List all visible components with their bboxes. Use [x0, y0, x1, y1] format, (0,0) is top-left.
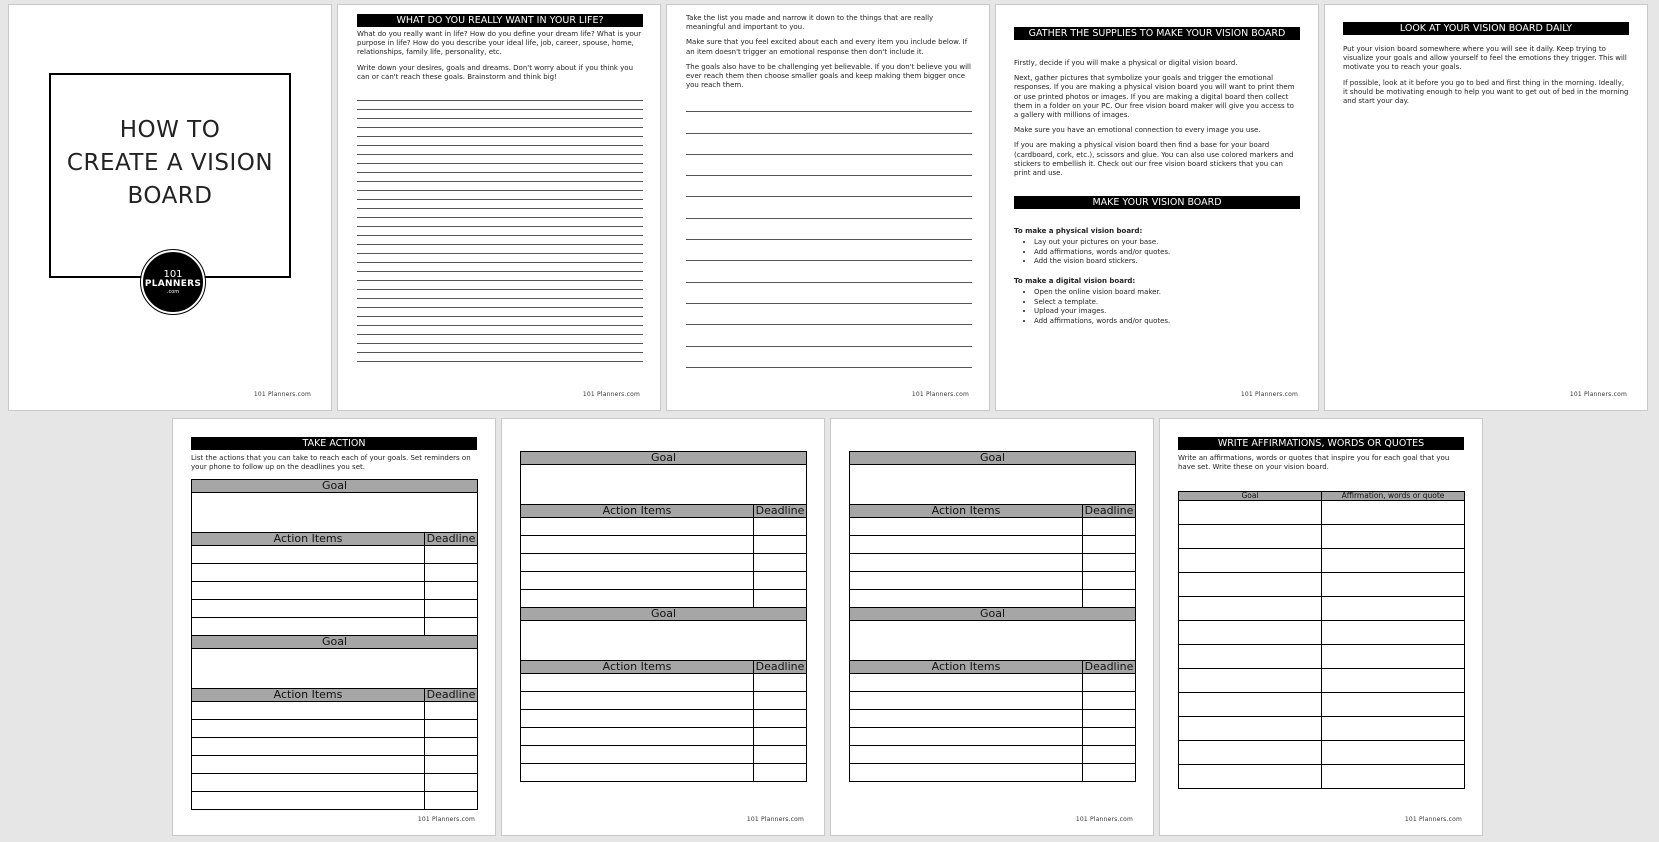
writing-line[interactable] — [686, 155, 972, 176]
goal-header: Goal — [850, 452, 1136, 465]
goal-field[interactable] — [521, 465, 807, 505]
deadline-cell[interactable] — [1083, 746, 1136, 764]
page-footer: 101 Planners.com — [746, 816, 804, 823]
action-item-cell[interactable] — [850, 692, 1083, 710]
writing-line[interactable] — [686, 134, 972, 155]
goal-header: Goal — [850, 608, 1136, 621]
action-item-cell[interactable] — [192, 702, 425, 720]
writing-line[interactable] — [357, 245, 643, 254]
affirmation-cell[interactable] — [1322, 645, 1465, 669]
goal-field[interactable] — [521, 621, 807, 661]
writing-line[interactable] — [686, 283, 972, 304]
logo-text: 101 — [163, 268, 183, 280]
deadline-cell[interactable] — [754, 746, 807, 764]
writing-line[interactable] — [686, 304, 972, 325]
deadline-cell[interactable] — [425, 756, 478, 774]
section-header: GATHER THE SUPPLIES TO MAKE YOUR VISION BOARD — [1014, 27, 1300, 40]
deadline-header: Deadline — [425, 689, 478, 702]
writing-line[interactable] — [686, 325, 972, 346]
digital-steps-list — [1014, 288, 1300, 326]
action-item-cell[interactable] — [192, 792, 425, 810]
writing-lines[interactable] — [686, 91, 972, 368]
page-cover[interactable] — [8, 4, 332, 411]
planners-logo — [141, 250, 205, 314]
action-item-cell[interactable] — [521, 710, 754, 728]
table-row — [1179, 669, 1465, 693]
section-header: MAKE YOUR VISION BOARD — [1014, 196, 1300, 209]
action-item-cell[interactable] — [521, 572, 754, 590]
writing-line[interactable] — [357, 236, 643, 245]
action-items-header: Action Items — [850, 505, 1083, 518]
goal-field[interactable] — [192, 493, 478, 533]
action-item-cell[interactable] — [521, 518, 754, 536]
action-item-cell[interactable] — [192, 738, 425, 756]
section-header: TAKE ACTION — [191, 437, 477, 450]
action-item-cell[interactable] — [192, 720, 425, 738]
writing-line[interactable] — [357, 299, 643, 308]
goal-cell[interactable] — [1179, 573, 1322, 597]
page-take-action[interactable] — [172, 418, 496, 836]
writing-line[interactable] — [357, 137, 643, 146]
affirmation-cell[interactable] — [1322, 501, 1465, 525]
paragraph: Put your vision board somewhere where you will see it daily. Keep trying to visualize your goals and allow yourself to feel the emotions they trigger. This will motivate you to reach your goals. — [1343, 45, 1627, 72]
writing-line[interactable] — [686, 261, 972, 282]
action-item-cell[interactable] — [521, 692, 754, 710]
page-narrow-list[interactable] — [666, 4, 990, 411]
writing-line[interactable] — [357, 119, 643, 128]
page-footer: 101 Planners.com — [1404, 816, 1462, 823]
deadline-cell[interactable] — [754, 674, 807, 692]
affirmation-cell[interactable] — [1322, 669, 1465, 693]
goal-cell[interactable] — [1179, 669, 1322, 693]
deadline-cell[interactable] — [425, 702, 478, 720]
writing-line[interactable] — [357, 218, 643, 227]
table-row — [1179, 501, 1465, 525]
writing-line[interactable] — [357, 146, 643, 155]
writing-line[interactable] — [357, 101, 643, 110]
writing-line[interactable] — [357, 254, 643, 263]
affirmation-cell[interactable] — [1322, 525, 1465, 549]
section-text — [1014, 227, 1300, 337]
action-items-header: Action Items — [850, 661, 1083, 674]
deadline-cell[interactable] — [1083, 572, 1136, 590]
deadline-cell[interactable] — [754, 692, 807, 710]
deadline-cell[interactable] — [754, 710, 807, 728]
goal-action-table — [520, 451, 807, 782]
list-item: • Upload your images. — [1034, 307, 1300, 317]
deadline-header: Deadline — [425, 533, 478, 546]
goal-cell[interactable] — [1179, 645, 1322, 669]
paragraph: Write down your desires, goals and dreams. Don't worry about if you think you can or can't reach these goals. Brainstorm and think big! — [357, 63, 634, 81]
page-footer: 101 Planners.com — [1569, 391, 1627, 398]
writing-line[interactable] — [357, 155, 643, 164]
goal-action-table — [191, 479, 478, 810]
action-item-cell[interactable] — [521, 746, 754, 764]
goal-cell[interactable] — [1179, 765, 1322, 789]
deadline-cell[interactable] — [425, 792, 478, 810]
writing-line[interactable] — [357, 353, 643, 362]
writing-line[interactable] — [357, 128, 643, 137]
deadline-cell[interactable] — [1083, 692, 1136, 710]
paragraph: Make sure you have an emotional connection to every image you use. — [1014, 126, 1261, 135]
writing-line[interactable] — [357, 92, 643, 101]
deadline-cell[interactable] — [754, 728, 807, 746]
writing-line[interactable] — [357, 344, 643, 353]
physical-steps-list — [1014, 238, 1300, 267]
action-item-cell[interactable] — [850, 710, 1083, 728]
action-item-cell[interactable] — [521, 674, 754, 692]
goal-cell[interactable] — [1179, 717, 1322, 741]
deadline-cell[interactable] — [425, 600, 478, 618]
list-item: • Select a template. — [1034, 298, 1300, 308]
goal-header: Goal — [192, 636, 478, 649]
col-affirmation-header: Affirmation, words or quote — [1322, 492, 1465, 501]
goal-cell[interactable] — [1179, 501, 1322, 525]
deadline-cell[interactable] — [754, 536, 807, 554]
page-affirmations[interactable] — [1159, 418, 1483, 836]
goal-cell[interactable] — [1179, 741, 1322, 765]
goal-header: Goal — [521, 608, 807, 621]
affirmation-cell[interactable] — [1322, 621, 1465, 645]
action-item-cell[interactable] — [521, 590, 754, 608]
deadline-cell[interactable] — [425, 618, 478, 636]
writing-line[interactable] — [357, 326, 643, 335]
logo-text: .com — [166, 288, 180, 295]
table-row — [1179, 645, 1465, 669]
page-footer: 101 Planners.com — [1240, 391, 1298, 398]
deadline-cell[interactable] — [1083, 536, 1136, 554]
section-text — [1014, 59, 1300, 184]
section-text — [1178, 454, 1464, 478]
goal-field[interactable] — [850, 621, 1136, 661]
action-item-cell[interactable] — [850, 590, 1083, 608]
deadline-cell[interactable] — [1083, 518, 1136, 536]
paragraph: What do you really want in life? How do you define your dream life? What is your purpose in life? How do you describe your ideal life, job, career, spouse, home, relationships, family life, personality, etc. — [357, 30, 642, 57]
page-footer: 101 Planners.com — [582, 391, 640, 398]
writing-line[interactable] — [357, 191, 643, 200]
deadline-cell[interactable] — [425, 564, 478, 582]
section-header: LOOK AT YOUR VISION BOARD DAILY — [1343, 22, 1629, 35]
action-item-cell[interactable] — [850, 764, 1083, 782]
paragraph: Make sure that you feel excited about each and every item you include below. If an item doesn't trigger an emotional response then don't include it. — [686, 38, 968, 56]
goal-cell[interactable] — [1179, 621, 1322, 645]
action-item-cell[interactable] — [192, 756, 425, 774]
affirmation-cell[interactable] — [1322, 597, 1465, 621]
affirmation-cell[interactable] — [1322, 693, 1465, 717]
writing-line[interactable] — [357, 164, 643, 173]
deadline-cell[interactable] — [1083, 764, 1136, 782]
deadline-header: Deadline — [754, 505, 807, 518]
writing-line[interactable] — [686, 91, 972, 112]
table-row — [1179, 525, 1465, 549]
page-goal-worksheet[interactable] — [830, 418, 1154, 836]
writing-line[interactable] — [357, 227, 643, 236]
deadline-cell[interactable] — [754, 554, 807, 572]
paragraph: Next, gather pictures that symbolize your goals and trigger the emotional responses. If you are making a physical vision board you will want to print them or use printed photos or images. If you are making a digital board then collect them in a folder on your PC. Our free vision board maker will give you access to a gallery with millions of images. — [1014, 74, 1295, 120]
action-items-header: Action Items — [192, 533, 425, 546]
paragraph: If you are making a physical vision board then find a base for your board (cardboard, cork, etc.), scissors and glue. You can also use colored markers and stickers to embellish it. Check out our free vision board stickers that you can print and use. — [1014, 141, 1294, 178]
goal-cell[interactable] — [1179, 549, 1322, 573]
page-footer: 101 Planners.com — [417, 816, 475, 823]
cover-title-line: BOARD — [127, 183, 213, 209]
page-footer: 101 Planners.com — [1075, 816, 1133, 823]
deadline-cell[interactable] — [1083, 674, 1136, 692]
action-item-cell[interactable] — [850, 746, 1083, 764]
writing-line[interactable] — [686, 197, 972, 218]
deadline-cell[interactable] — [425, 720, 478, 738]
list-title: To make a physical vision board: — [1014, 227, 1143, 235]
goal-action-table — [849, 451, 1136, 782]
goal-header: Goal — [192, 480, 478, 493]
deadline-cell[interactable] — [425, 738, 478, 756]
deadline-header: Deadline — [1083, 505, 1136, 518]
deadline-cell[interactable] — [1083, 728, 1136, 746]
deadline-cell[interactable] — [1083, 554, 1136, 572]
writing-line[interactable] — [357, 209, 643, 218]
cover-title-line: HOW TO — [119, 117, 221, 143]
col-goal-header: Goal — [1179, 492, 1322, 501]
writing-line[interactable] — [357, 335, 643, 344]
action-item-cell[interactable] — [192, 774, 425, 792]
writing-line[interactable] — [686, 240, 972, 261]
section-header: WRITE AFFIRMATIONS, WORDS OR QUOTES — [1178, 437, 1464, 450]
action-item-cell[interactable] — [192, 546, 425, 564]
list-item: • Lay out your pictures on your base. — [1034, 238, 1300, 248]
action-items-header: Action Items — [192, 689, 425, 702]
paragraph: Take the list you made and narrow it down to the things that are really meaningful and important to you. — [686, 14, 934, 32]
deadline-cell[interactable] — [754, 572, 807, 590]
writing-line[interactable] — [686, 112, 972, 133]
list-item: • Add affirmations, words and/or quotes. — [1034, 317, 1300, 327]
cover-title-box — [49, 73, 291, 278]
affirmation-cell[interactable] — [1322, 765, 1465, 789]
deadline-cell[interactable] — [754, 518, 807, 536]
section-text — [357, 30, 643, 88]
action-item-cell[interactable] — [521, 764, 754, 782]
goal-cell[interactable] — [1179, 693, 1322, 717]
section-text — [1343, 45, 1629, 112]
action-items-header: Action Items — [521, 661, 754, 674]
logo-text: PLANNERS — [144, 278, 202, 289]
writing-line[interactable] — [357, 308, 643, 317]
paragraph: List the actions that you can take to reach each of your goals. Set reminders on your phone to follow up on the deadlines you set. — [191, 454, 471, 472]
section-text — [686, 14, 972, 96]
action-item-cell[interactable] — [192, 600, 425, 618]
deadline-cell[interactable] — [754, 764, 807, 782]
page-goal-worksheet[interactable] — [501, 418, 825, 836]
action-item-cell[interactable] — [521, 536, 754, 554]
paragraph: The goals also have to be challenging yet believable. If you don't believe you will ever reach them then choose smaller goals and keep making them bigger once you reach them. — [686, 62, 971, 90]
deadline-cell[interactable] — [425, 546, 478, 564]
affirmation-cell[interactable] — [1322, 717, 1465, 741]
page-footer: 101 Planners.com — [911, 391, 969, 398]
table-row — [1179, 549, 1465, 573]
action-item-cell[interactable] — [850, 536, 1083, 554]
action-item-cell[interactable] — [192, 618, 425, 636]
table-row — [1179, 693, 1465, 717]
writing-line[interactable] — [686, 347, 972, 368]
affirmations-table — [1178, 491, 1465, 789]
action-item-cell[interactable] — [192, 582, 425, 600]
writing-line[interactable] — [357, 173, 643, 182]
writing-line[interactable] — [357, 317, 643, 326]
goal-field[interactable] — [192, 649, 478, 689]
writing-line[interactable] — [357, 200, 643, 209]
action-item-cell[interactable] — [850, 572, 1083, 590]
deadline-cell[interactable] — [425, 582, 478, 600]
action-item-cell[interactable] — [521, 554, 754, 572]
action-item-cell[interactable] — [850, 554, 1083, 572]
table-row — [1179, 765, 1465, 789]
action-item-cell[interactable] — [850, 674, 1083, 692]
page-what-you-want[interactable] — [337, 4, 661, 411]
list-item: • Add affirmations, words and/or quotes. — [1034, 248, 1300, 258]
affirmation-cell[interactable] — [1322, 573, 1465, 597]
list-item: • Open the online vision board maker. — [1034, 288, 1300, 298]
goal-cell[interactable] — [1179, 597, 1322, 621]
writing-line[interactable] — [357, 110, 643, 119]
writing-line[interactable] — [686, 219, 972, 240]
writing-line[interactable] — [686, 176, 972, 197]
section-header: WHAT DO YOU REALLY WANT IN YOUR LIFE? — [357, 14, 643, 27]
writing-line[interactable] — [357, 182, 643, 191]
page-gather-supplies[interactable] — [995, 4, 1319, 411]
writing-line[interactable] — [357, 272, 643, 281]
deadline-header: Deadline — [754, 661, 807, 674]
action-item-cell[interactable] — [192, 564, 425, 582]
affirmation-cell[interactable] — [1322, 741, 1465, 765]
action-items-header: Action Items — [521, 505, 754, 518]
paragraph: Firstly, decide if you will make a physical or digital vision board. — [1014, 59, 1238, 67]
deadline-cell[interactable] — [754, 590, 807, 608]
table-row — [1179, 597, 1465, 621]
table-row — [1179, 621, 1465, 645]
page-look-daily[interactable] — [1324, 4, 1648, 411]
table-row — [1179, 717, 1465, 741]
writing-line[interactable] — [357, 263, 643, 272]
cover-title-line: CREATE A VISION — [66, 150, 274, 176]
affirmation-cell[interactable] — [1322, 549, 1465, 573]
list-item: • Add the vision board stickers. — [1034, 257, 1300, 267]
writing-line[interactable] — [357, 290, 643, 299]
deadline-cell[interactable] — [425, 774, 478, 792]
paragraph: Write an affirmations, words or quotes that inspire you for each goal that you have set. Write these on your vision board. — [1178, 454, 1450, 472]
goal-header: Goal — [521, 452, 807, 465]
writing-lines[interactable] — [357, 92, 643, 362]
section-text — [191, 454, 477, 478]
deadline-header: Deadline — [1083, 661, 1136, 674]
paragraph: If possible, look at it before you go to bed and first thing in the morning. Ideally, it should be motivating enough to help you want to get out of bed in the morning and start your day. — [1343, 78, 1629, 106]
writing-line[interactable] — [357, 281, 643, 290]
deadline-cell[interactable] — [1083, 590, 1136, 608]
action-item-cell[interactable] — [850, 518, 1083, 536]
list-title: To make a digital vision board: — [1014, 276, 1136, 285]
table-row — [1179, 741, 1465, 765]
deadline-cell[interactable] — [1083, 710, 1136, 728]
table-row — [1179, 573, 1465, 597]
goal-field[interactable] — [850, 465, 1136, 505]
goal-cell[interactable] — [1179, 525, 1322, 549]
page-footer: 101 Planners.com — [253, 391, 311, 398]
action-item-cell[interactable] — [850, 728, 1083, 746]
action-item-cell[interactable] — [521, 728, 754, 746]
